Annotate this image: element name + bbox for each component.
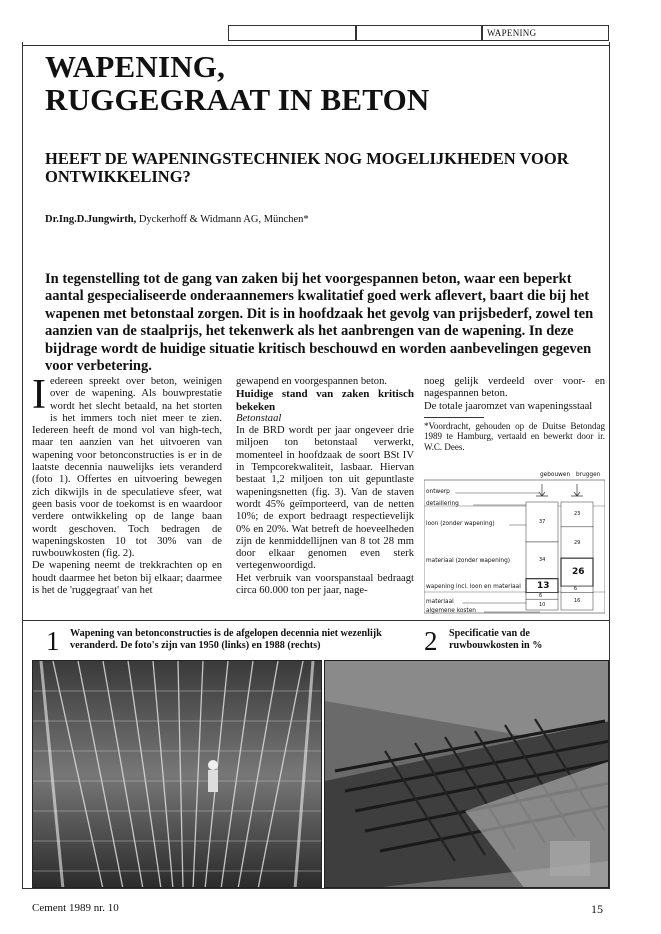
chart-row-label: materiaal (zonder wapening) — [426, 558, 511, 564]
col2-paragraph-3: Het verbruik van voorspanstaal bedraagt circa 60.000 ton per jaar, nage- — [236, 572, 414, 597]
chart-value-label: 13 — [537, 580, 550, 591]
frame-top-line — [22, 45, 610, 46]
chart-row-label: algemene kosten — [426, 608, 476, 614]
col2-paragraph-2: In de BRD wordt per jaar ongeveer drie miljoen ton betonstaal verwerkt, momenteel in hoofdzaak de soort BSt IV in Tempcorekwaliteit, lasbaar. Hiervan bestaat 1,2 miljoen ton uit gepuntlaste wapeningsnetten (fig. 3). Van de staven wordt 45% geïmporteerd, van de netten 10%; de export bedraagt respectievelijk 0% en 20%. Wat betreft de hoeveelheden zijn de kenmiddellijnen van 8 tot 28 mm door elkaar genomen even sterk vertegenwoordigd. — [236, 425, 414, 572]
chart-row-label: detaillering — [426, 501, 459, 507]
chart-value-label: 29 — [574, 539, 581, 546]
chart-value-label: 10 — [539, 601, 546, 608]
page-number: 15 — [591, 902, 603, 916]
chart-value-label: 16 — [574, 598, 581, 605]
journal-issue: Cement 1989 nr. 10 — [32, 902, 119, 914]
article-subtitle: HEEFT DE WAPENINGSTECHNIEK NOG MOGELIJKHEDEN VOOR ONTWIKKELING? — [45, 149, 569, 186]
body-column-1 — [32, 372, 222, 597]
section-subheading: Betonstaal — [236, 412, 282, 424]
footnote: *Voordracht, gehouden op de Duitse Betondag 1989 te Hamburg, vertaald en bewerkt door ir. W.C. Dees. — [424, 420, 605, 452]
chart-value-label: 26 — [572, 567, 585, 578]
fig2-caption: Specificatie van de ruwbouwkosten in % — [449, 628, 543, 651]
fig2-number: 2 — [424, 626, 438, 656]
lead-paragraph: In tegenstelling tot de gang van zaken bij het voorgespannen beton, waar een beperkt aantal gespecialiseerde onderaannemers kwalitatief goed werk aflevert, baart die bij het wapenen met betonstaal zorgen. Dit is in hoofdzaak het gevolg van prijsbederf, zowel ten aanzien van de staalprijs, het tekenwerk als het aanbrengen van de wapening. In deze bijdrage wordt de huidige situatie kritisch beschouwd en worden aanbevelingen gegeven voor verbetering. — [45, 271, 594, 375]
fig1-caption: Wapening van betonconstructies is de afgelopen decennia niet wezenlijk veranderd. De foto's zijn van 1950 (links) en 1988 (rechts) — [70, 628, 382, 651]
fig1-number: 1 — [46, 626, 60, 656]
photo-1950-reinforcement — [32, 660, 322, 888]
header-section-box — [482, 25, 609, 41]
col1-paragraph-2: De wapening neemt de trekkrachten op en houdt daarmee het beton bij elkaar; daarmee is het de 'ruggegraat' van het — [32, 560, 222, 597]
author-affiliation: Dyckerhoff & Widmann AG, München* — [138, 214, 309, 225]
col3-paragraph-2: De totale jaaromzet van wapeningsstaal — [424, 400, 593, 412]
chart-row-label: materiaal — [426, 599, 454, 605]
article-title — [45, 50, 430, 116]
title-line-2: RUGGEGRAAT IN BETON — [45, 82, 430, 117]
photo-1988-reinforcement — [324, 660, 609, 888]
author-line — [45, 214, 309, 225]
cost-breakdown-chart — [424, 470, 605, 614]
col3-paragraph-1: noeg gelijk verdeeld over voor- en nagespannen beton. — [424, 376, 605, 400]
caption-rule-top — [22, 620, 610, 621]
frame-left-line — [22, 42, 23, 889]
section-label: WAPENING — [487, 28, 537, 38]
col2-paragraph-1: gewapend en voorgespannen beton. — [236, 376, 388, 387]
chart-value-label: 6 — [539, 592, 543, 599]
chart-row-label: wapening incl. loon en materiaal — [426, 584, 521, 590]
frame-bottom-line — [22, 888, 610, 889]
chart-row-label: ontwerp — [426, 489, 450, 495]
author-name: Dr.Ing.D.Jungwirth, — [45, 214, 137, 225]
section-heading: Huidige stand van zaken kritisch bekeken — [236, 388, 414, 413]
drop-cap: I — [32, 372, 46, 418]
body-column-3 — [424, 376, 605, 452]
footnote-rule — [424, 417, 484, 418]
chart-arrow-marker — [571, 484, 583, 496]
photo-1988-drawing — [325, 661, 609, 888]
chart-col-header-bruggen: bruggen — [576, 472, 601, 478]
header-box-1 — [228, 25, 356, 41]
chart-arrow-marker — [536, 484, 548, 496]
chart-value-label: 34 — [539, 557, 546, 564]
chart-row-label: loon (zonder wapening) — [426, 521, 495, 527]
header-box-2 — [356, 25, 482, 41]
chart-value-label: 6 — [574, 586, 578, 593]
col1-paragraph-1: edereen spreekt over beton, weinigen over de wapening. Als bouwprestatie wordt het slecht betaald, na het storten is het immers toch niet meer te zien. Iedereen heeft de mond vol van high-tech, maar ten aanzien van het uitvoeren van wapening voor betonconstructies is er in de laatste decennia nauwelijks iets veranderd (foto 1). Offertes en uitvoering bewegen zich dikwijls in de speculatieve sfeer, wat geen basis voor de toekomst is en waardoor verdere ontwikkeling op de lange baan wordt geschoven. Toch bedragen de wapeningskosten 10 tot 30% van de ruwbouwkosten (fig. 2). — [32, 376, 222, 560]
frame-right-line — [609, 42, 610, 889]
chart-value-label: 37 — [539, 518, 546, 525]
title-line-1: WAPENING, — [45, 49, 226, 84]
chart-value-label: 23 — [574, 511, 581, 518]
chart-col-header-gebouwen: gebouwen — [540, 472, 571, 478]
photo-1950-drawing — [33, 661, 322, 888]
body-column-2 — [236, 376, 414, 597]
